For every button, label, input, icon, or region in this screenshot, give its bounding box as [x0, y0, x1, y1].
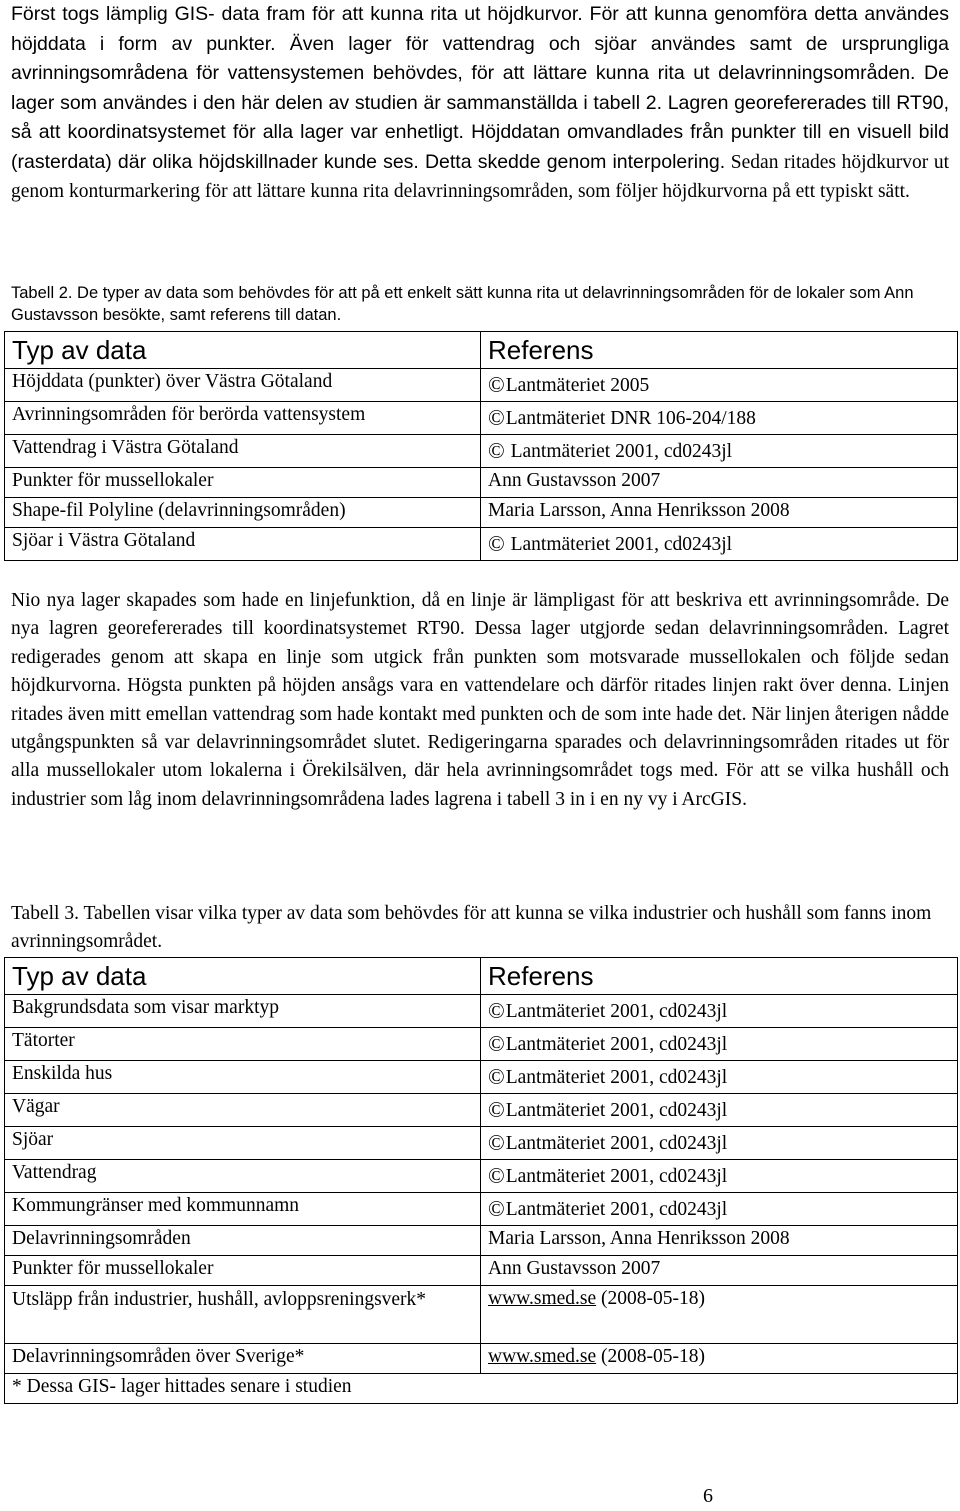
table2-cell-type: Höjddata (punkter) över Västra Götaland — [5, 369, 481, 402]
table2-cell-type: Vattendrag i Västra Götaland — [5, 435, 481, 468]
copyright-icon: © — [488, 531, 505, 556]
table2-cell-ref: Ann Gustavsson 2007 — [481, 468, 958, 498]
table2-cell-ref — [481, 402, 958, 435]
copyright-icon: © — [488, 998, 505, 1023]
table3-ref-text: Lantmäteriet 2001, cd0243jl — [505, 1067, 728, 1088]
table3-cell-ref — [481, 1160, 958, 1193]
table3-header-type: Typ av data — [5, 958, 481, 995]
table-row — [5, 498, 958, 528]
table3-cell-ref — [481, 1193, 958, 1226]
table3-cell-ref — [481, 995, 958, 1028]
copyright-icon: © — [488, 438, 505, 463]
table3-cell-ref — [481, 1061, 958, 1094]
smed-link[interactable]: www.smed.se — [488, 1346, 597, 1367]
table3-cell-type: Utsläpp från industrier, hushåll, avloppsreningsverk* — [5, 1286, 481, 1344]
table3-cell-ref — [481, 1094, 958, 1127]
table3-ref-text: Lantmäteriet 2001, cd0243jl — [505, 1100, 728, 1121]
table3-cell-ref — [481, 1028, 958, 1061]
copyright-icon: © — [488, 1064, 505, 1089]
table3-header-ref: Referens — [481, 958, 958, 995]
table3-cell-ref: Maria Larsson, Anna Henriksson 2008 — [481, 1226, 958, 1256]
table-row — [5, 1094, 958, 1127]
table-row — [5, 1344, 958, 1374]
table-row — [5, 1286, 958, 1344]
table3-cell-type: Kommungränser med kommunnamn — [5, 1193, 481, 1226]
table2-ref-text: Lantmäteriet DNR 106-204/188 — [505, 408, 756, 429]
copyright-icon: © — [488, 1031, 505, 1056]
intro-paragraph-serif-part: Sedan ritades höjdkurvor ut genom konturmarkering för att lättare kunna rita delavrinningsområden, som följer höjdkurvorna på ett typiskt sätt. — [11, 151, 950, 202]
table3-cell-type: Delavrinningsområden över Sverige* — [5, 1344, 481, 1374]
page-number: 6 — [703, 1485, 713, 1507]
smed-link[interactable]: www.smed.se — [488, 1288, 597, 1309]
copyright-icon: © — [488, 405, 505, 430]
table3-footnote-row — [5, 1374, 958, 1404]
table3-ref-text: Lantmäteriet 2001, cd0243jl — [505, 1199, 728, 1220]
table-row — [5, 435, 958, 468]
table2-cell-ref — [481, 369, 958, 402]
table2-header-type: Typ av data — [5, 332, 481, 369]
table-row — [5, 1226, 958, 1256]
table2-header-row — [5, 332, 958, 369]
table-row — [5, 1127, 958, 1160]
table-row — [5, 402, 958, 435]
table2-cell-type: Punkter för mussellokaler — [5, 468, 481, 498]
table2 — [4, 331, 958, 561]
table2-cell-ref: Maria Larsson, Anna Henriksson 2008 — [481, 498, 958, 528]
table-row — [5, 369, 958, 402]
table3-ref-text: Lantmäteriet 2001, cd0243jl — [505, 1001, 728, 1022]
table3-cell-type: Enskilda hus — [5, 1061, 481, 1094]
table3-cell-type: Vägar — [5, 1094, 481, 1127]
table2-cell-type: Avrinningsområden för berörda vattensystem — [5, 402, 481, 435]
intro-paragraph — [11, 0, 949, 206]
table-row — [5, 1160, 958, 1193]
copyright-icon: © — [488, 1130, 505, 1155]
table2-cell-type: Sjöar i Västra Götaland — [5, 528, 481, 561]
table2-cell-ref — [481, 435, 958, 468]
table3-header-row — [5, 958, 958, 995]
table3-ref-date: (2008-05-18) — [601, 1346, 705, 1367]
table3-cell-type: Bakgrundsdata som visar marktyp — [5, 995, 481, 1028]
table3-footnote: * Dessa GIS- lager hittades senare i studien — [5, 1374, 958, 1404]
table3-cell-ref — [481, 1127, 958, 1160]
table3-cell-ref — [481, 1286, 958, 1344]
table-row — [5, 1256, 958, 1286]
table2-header-ref: Referens — [481, 332, 958, 369]
table2-ref-text: Lantmäteriet 2001, cd0243jl — [510, 441, 733, 462]
table3-cell-type: Sjöar — [5, 1127, 481, 1160]
table3-ref-text: Lantmäteriet 2001, cd0243jl — [505, 1034, 728, 1055]
table3-cell-ref: Ann Gustavsson 2007 — [481, 1256, 958, 1286]
table2-caption: Tabell 2. De typer av data som behövdes för att på ett enkelt sätt kunna rita ut delavrinningsområden för de lokaler som Ann Gustavsson besökte, samt referens till datan. — [11, 284, 914, 324]
table2-cell-ref — [481, 528, 958, 561]
table-row — [5, 1028, 958, 1061]
intro-paragraph-sans-part: Först togs lämplig GIS- data fram för att kunna rita ut höjdkurvor. För att kunna genomföra detta användes höjddata i form av punkter. Även lager för vattendrag och sjöar användes samt de ursprungliga avrinningsområdena för vattensystemen behövdes, för att lättare kunna rita ut delavrinningsområden. De lager som användes i den här delen av studien är sammanställda i tabell 2. Lagren georefererades till RT90, så att koordinatsystemet för alla lager var enhetligt. Höjddatan omvandlades från punkter till en visuell bild (rasterdata) där olika höjdskillnader kunde ses. Detta skedde genom interpolering. — [11, 3, 949, 173]
copyright-icon: © — [488, 1196, 505, 1221]
table3-ref-text: Lantmäteriet 2001, cd0243jl — [505, 1133, 728, 1154]
table3-caption: Tabell 3. Tabellen visar vilka typer av data som behövdes för att kunna se vilka industrier och hushåll som fanns inom avrinningsområdet. — [11, 903, 932, 952]
table-row — [5, 1193, 958, 1226]
table3 — [4, 957, 958, 1404]
table2-ref-text: Lantmäteriet 2001, cd0243jl — [510, 534, 733, 555]
copyright-icon: © — [488, 1097, 505, 1122]
copyright-icon: © — [488, 1163, 505, 1188]
table-row — [5, 1061, 958, 1094]
table3-cell-type: Tätorter — [5, 1028, 481, 1061]
method-paragraph: Nio nya lager skapades som hade en linjefunktion, då en linje är lämpligast för att beskriva ett avrinningsområde. De nya lagren georefererades till koordinatsystemet RT90. Dessa lager utgjorde sedan delavrinningsområden. Lagret redigerades genom att skapa en linje som utgick från punkten som motsvarade mussellokalen och följde sedan höjdkurvorna. Högsta punkten på höjden ansågs vara en vattendelare och därför ritades linjen rakt över denna. Linjen ritades även mitt emellan vattendrag som hade kontakt med punkten och de som inte hade det. När linjen återigen nådde utgångspunkten så var delavrinningsområdet slutet. Redigeringarna sparades och delavrinningsområden ritades ut för alla mussellokaler utom lokalerna i Örekilsälven, där hela avrinningsområdet togs med. För att se vilka hushåll och industrier som låg inom delavrinningsområdena lades lagrena i tabell 3 in i en ny vy i ArcGIS. — [11, 590, 949, 810]
table3-cell-ref — [481, 1344, 958, 1374]
table-row — [5, 468, 958, 498]
table2-cell-type: Shape-fil Polyline (delavrinningsområden) — [5, 498, 481, 528]
table2-ref-text: Lantmäteriet 2005 — [505, 375, 650, 396]
table3-ref-date: (2008-05-18) — [601, 1288, 705, 1309]
table-row — [5, 995, 958, 1028]
table-row — [5, 528, 958, 561]
table3-ref-text: Lantmäteriet 2001, cd0243jl — [505, 1166, 728, 1187]
table3-cell-type: Delavrinningsområden — [5, 1226, 481, 1256]
table3-cell-type: Vattendrag — [5, 1160, 481, 1193]
copyright-icon: © — [488, 372, 505, 397]
table3-cell-type: Punkter för mussellokaler — [5, 1256, 481, 1286]
